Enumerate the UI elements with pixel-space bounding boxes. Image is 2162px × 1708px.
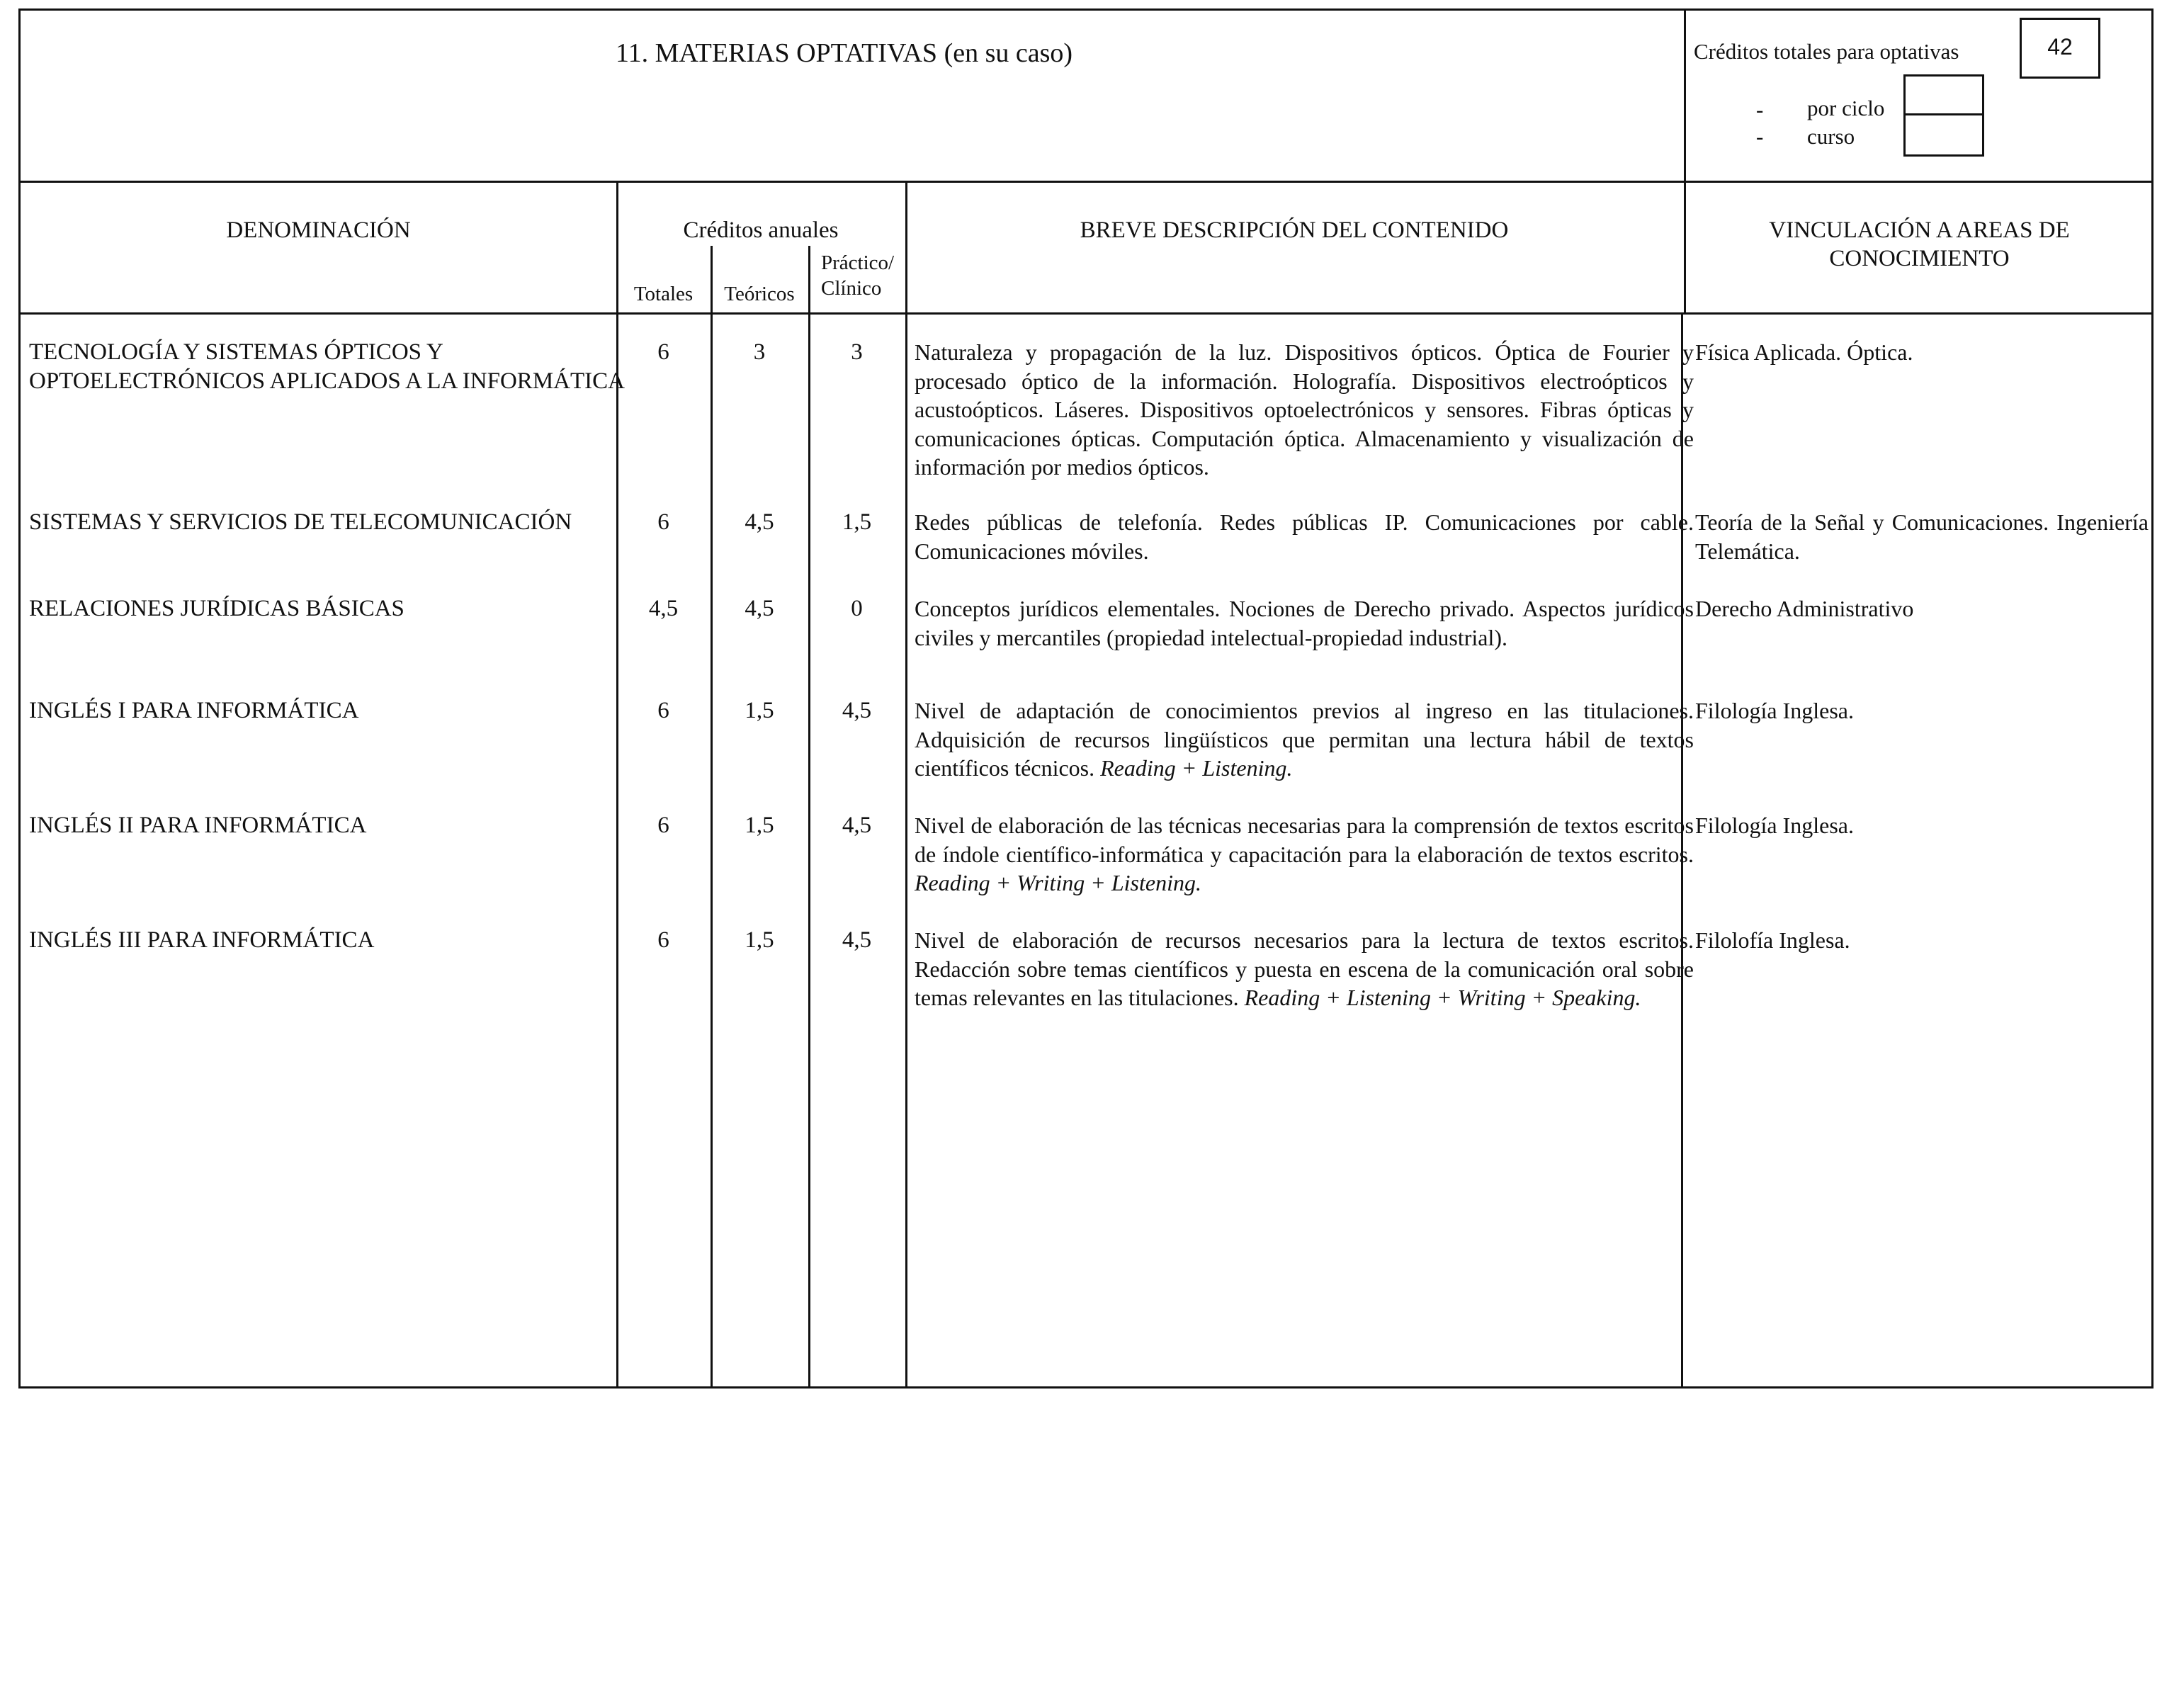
row-1-description: Naturaleza y propagación de la luz. Dispositivos ópticos. Óptica de Fourier y procesado óptico de la información. Holografía. Dispositivos electroópticos y acustoópticos. Láseres. Dispositivos optoelectrónicos y sensores. Fibras ópticas y comunicaciones ópticas. Computación óptica. Almacenamiento y visualización de información por medios ópticos. xyxy=(915,339,1694,480)
section-title: 11. MATERIAS OPTATIVAS (en su caso) xyxy=(616,38,1073,68)
row-1-teoricos: 3 xyxy=(753,339,766,365)
curso-label: curso xyxy=(1807,124,1855,149)
row-5-area: Filología Inglesa. xyxy=(1695,813,1854,838)
row-2-practico: 1,5 xyxy=(842,509,872,535)
row-2-area: Teoría de la Señal y Comunicaciones. Ingeniería Telemática. xyxy=(1695,509,2149,564)
total-credits-label: Créditos totales para optativas xyxy=(1694,39,1959,64)
col-totales: Totales xyxy=(633,283,694,305)
col-practico-line1: Práctico/ xyxy=(821,251,895,274)
row-6-totales: 6 xyxy=(657,927,669,953)
col-descripcion: BREVE DESCRIPCIÓN DEL CONTENIDO xyxy=(1080,217,1509,243)
col-creditos-anuales: Créditos anuales xyxy=(683,217,839,243)
row-1-name: TECNOLOGÍA Y SISTEMAS ÓPTICOS Y OPTOELECTRÓNICOS APLICADOS A LA INFORMÁTICA xyxy=(29,339,625,394)
row-4-teoricos: 1,5 xyxy=(745,698,774,723)
row-4-description: Nivel de adaptación de conocimientos previos al ingreso en las titulaciones. Adquisición de recursos lingüísticos que permitan una lectura hábil de textos científicos técnicos. Reading + Listening. xyxy=(915,698,1694,781)
col-practico-line2: Clínico xyxy=(821,277,882,300)
row-2-totales: 6 xyxy=(657,509,669,535)
row-6-teoricos: 1,5 xyxy=(745,927,774,953)
row-2-description: Redes públicas de telefonía. Redes públicas IP. Comunicaciones por cable. Comunicaciones móviles. xyxy=(915,509,1694,564)
row-2-name: SISTEMAS Y SERVICIOS DE TELECOMUNICACIÓN xyxy=(29,509,572,535)
por-ciclo-label: por ciclo xyxy=(1807,96,1885,120)
col-vinculacion-line2: CONOCIMIENTO xyxy=(1829,246,2010,271)
row-4-totales: 6 xyxy=(657,698,669,723)
row-2-teoricos: 4,5 xyxy=(745,509,774,535)
row-3-totales: 4,5 xyxy=(648,596,679,621)
row-3-description: Conceptos jurídicos elementales. Nociones de Derecho privado. Aspectos jurídicos civiles y mercantiles (propiedad intelectual-propiedad industrial). xyxy=(915,596,1694,650)
row-5-totales: 6 xyxy=(657,813,669,838)
row-5-teoricos: 1,5 xyxy=(745,813,774,838)
row-3-area: Derecho Administrativo xyxy=(1695,596,1914,621)
row-1-practico: 3 xyxy=(851,339,863,365)
row-6-area: Filolofía Inglesa. xyxy=(1695,927,1850,953)
row-4-area: Filología Inglesa. xyxy=(1695,698,1854,723)
header-divider xyxy=(21,181,2151,183)
row-6-name: INGLÉS III PARA INFORMÁTICA xyxy=(29,927,375,953)
row-5-practico: 4,5 xyxy=(842,813,872,838)
col-teoricos: Teóricos xyxy=(724,283,795,305)
total-credits-value: 42 xyxy=(2047,34,2073,60)
optional-subjects-table xyxy=(18,9,2153,1389)
row-3-practico: 0 xyxy=(851,596,863,621)
row-6-description: Nivel de elaboración de recursos necesarios para la lectura de textos escritos. Redacción sobre temas científicos y puesta en escena de la comunicación oral sobre temas relevantes en las titulaciones. Reading + Listening + Writing + Speaking. xyxy=(915,927,1694,1010)
row-1-totales: 6 xyxy=(657,339,669,365)
curso-dash: - xyxy=(1756,124,1764,149)
row-4-name: INGLÉS I PARA INFORMÁTICA xyxy=(29,698,359,723)
row-3-name: RELACIONES JURÍDICAS BÁSICAS xyxy=(29,596,404,621)
total-credits-box xyxy=(2020,18,2100,79)
row-3-teoricos: 4,5 xyxy=(745,596,774,621)
por-ciclo-dash: - xyxy=(1756,97,1764,122)
row-6-practico: 4,5 xyxy=(842,927,872,953)
row-4-practico: 4,5 xyxy=(842,698,872,723)
row-1-area: Física Aplicada. Óptica. xyxy=(1695,339,1913,365)
row-5-description: Nivel de elaboración de las técnicas necesarias para la comprensión de textos escritos de índole científico-informática y capacitación para la elaboración de textos escritos. Reading + Writing + Listening. xyxy=(915,813,1694,895)
column-header-divider xyxy=(21,312,2151,315)
por-ciclo-curso-box xyxy=(1903,74,1984,157)
row-5-name: INGLÉS II PARA INFORMÁTICA xyxy=(29,813,367,838)
practico-column-divider xyxy=(905,181,907,1386)
col-denominacion: DENOMINACIÓN xyxy=(226,217,411,243)
col-vinculacion-line1: VINCULACIÓN A AREAS DE xyxy=(1769,217,2070,243)
